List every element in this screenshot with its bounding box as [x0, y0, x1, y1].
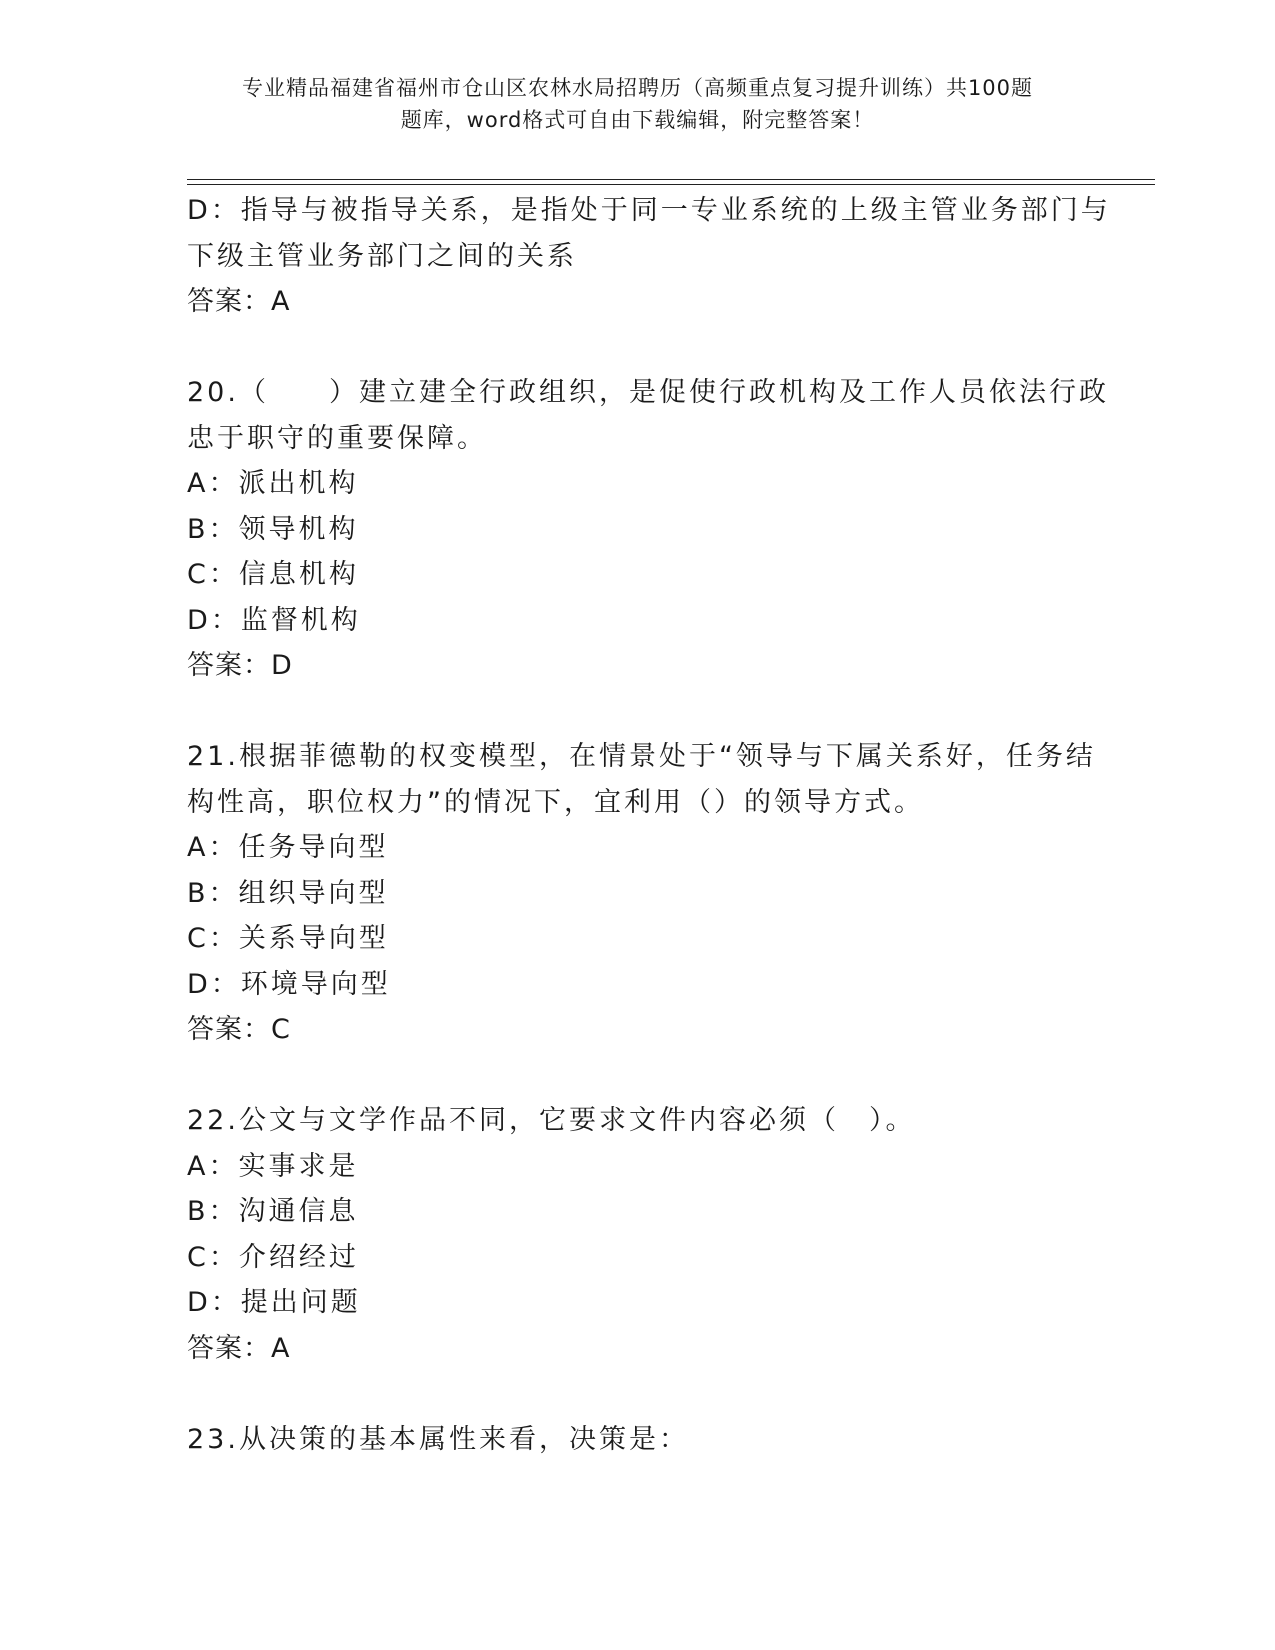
answer-line: 答案：A — [187, 1332, 291, 1364]
question-20 — [187, 370, 1109, 689]
question-stem: 22.公文与文学作品不同，它要求文件内容必须（ ）。 — [187, 1105, 916, 1136]
option-a: A：任务导向型 — [187, 832, 389, 863]
question-21 — [187, 734, 1096, 1053]
option-d: D：指导与被指导关系，是指处于同一专业系统的上级主管业务部门与 — [187, 195, 1111, 226]
question-19-tail — [187, 188, 1111, 325]
option-d: D：环境导向型 — [187, 968, 391, 1000]
option-c: C：介绍经过 — [187, 1241, 359, 1273]
option-d: D：监督机构 — [187, 604, 361, 636]
answer-line: 答案：A — [187, 286, 291, 317]
question-stem: 20.（ ）建立建全行政组织，是促使行政机构及工作人员依法行政 — [187, 377, 1109, 408]
option-a: A：派出机构 — [187, 468, 359, 499]
question-list — [187, 188, 1111, 1462]
option-b: B：领导机构 — [187, 513, 359, 545]
option-d-continued: 下级主管业务部门之间的关系 — [187, 240, 577, 272]
answer-line: 答案：D — [187, 650, 293, 681]
spacer — [187, 325, 1087, 371]
option-b: B：沟通信息 — [187, 1196, 359, 1227]
option-a: A：实事求是 — [187, 1150, 359, 1182]
question-23 — [187, 1417, 1087, 1463]
header-title-line2: 题库，word格式可自由下载编辑，附完整答案！ — [400, 108, 875, 132]
header-title-line1: 专业精品福建省福州市仓山区农林水局招聘历（高频重点复习提升训练）共100题 — [241, 76, 1034, 100]
spacer — [187, 1371, 1087, 1417]
header-divider-bottom — [187, 184, 1155, 185]
option-d: D：提出问题 — [187, 1287, 361, 1318]
question-stem-continued: 构性高，职位权力”的情况下，宜利用（）的领导方式。 — [187, 786, 924, 818]
header-divider-top — [187, 179, 1155, 180]
question-stem-continued: 忠于职守的重要保障。 — [187, 422, 487, 454]
option-b: B：组织导向型 — [187, 877, 389, 909]
document-header — [0, 72, 1275, 136]
option-c: C：信息机构 — [187, 559, 359, 590]
question-stem: 21.根据菲德勒的权变模型，在情景处于“领导与下属关系好，任务结 — [187, 741, 1096, 772]
spacer — [187, 689, 1087, 735]
option-c: C：关系导向型 — [187, 923, 389, 954]
question-stem: 23.从决策的基本属性来看，决策是： — [187, 1423, 689, 1455]
question-22 — [187, 1098, 1087, 1371]
spacer — [187, 1053, 1087, 1099]
answer-line: 答案：C — [187, 1014, 291, 1045]
